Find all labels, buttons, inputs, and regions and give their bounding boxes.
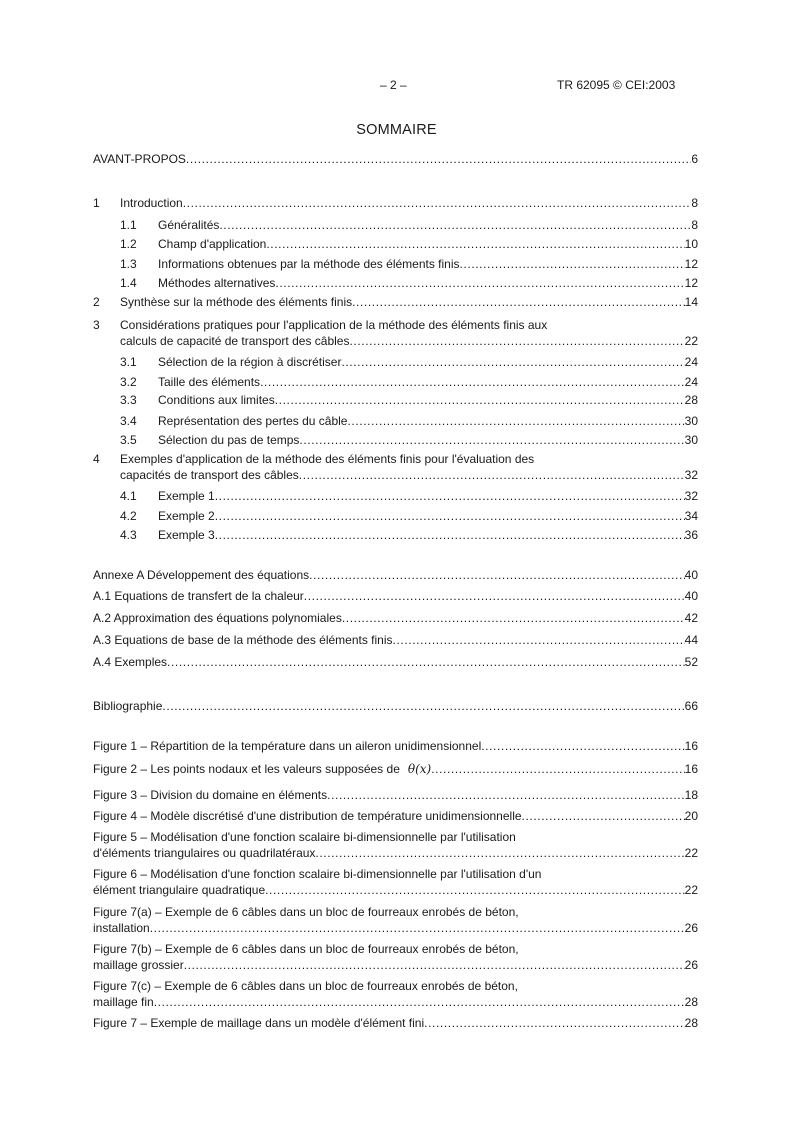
toc-leader (275, 392, 685, 408)
toc-number: 4.3 (120, 528, 137, 542)
theta-of-x-formula: θ(x) (407, 762, 432, 776)
toc-number: 1.3 (120, 257, 137, 271)
figure-entry-7b[interactable] (93, 957, 698, 973)
figure-label: Figure 4 – Modèle discrétisé d'une distribution de température unidimensionnelle (93, 809, 522, 823)
toc-label: Considérations pratiques pour l'application de la méthode des éléments finis aux (120, 318, 548, 332)
toc-label: Exemple 3 (158, 528, 215, 542)
toc-entry-4-3[interactable] (120, 527, 698, 543)
figure-page: 26 (684, 921, 698, 935)
page-number: – 2 – (380, 78, 407, 92)
toc-page: 32 (684, 468, 698, 482)
toc-number: 4.2 (120, 509, 137, 523)
toc-entry-a3[interactable] (93, 632, 698, 648)
toc-label: Exemple 1 (158, 489, 215, 503)
toc-page: 30 (684, 414, 698, 428)
toc-label: AVANT-PROPOS (93, 152, 186, 166)
toc-page: 8 (691, 196, 698, 210)
figure-label-continued: d'éléments triangulaires ou quadrilatéraux (93, 846, 316, 860)
figure-entry-4[interactable] (93, 808, 698, 824)
toc-page: 30 (684, 433, 698, 447)
figure-entry-5[interactable] (93, 845, 698, 861)
toc-number: 3 (93, 318, 100, 332)
toc-leader (260, 374, 685, 390)
toc-number: 4.1 (120, 489, 137, 503)
toc-number: 1.4 (120, 276, 137, 290)
figure-label: Figure 3 – Division du domaine en éléments (93, 788, 328, 802)
toc-entry-1-3[interactable] (120, 256, 698, 272)
toc-leader (393, 632, 685, 648)
toc-leader (327, 787, 685, 803)
figure-label: Figure 5 – Modélisation d'une fonction scalaire bi-dimensionnelle par l'utilisation (93, 830, 516, 844)
toc-label: Taille des éléments (158, 375, 261, 389)
figure-label: Figure 2 – Les points nodaux et les valeurs supposées de (93, 762, 400, 776)
toc-leader (522, 808, 685, 824)
toc-leader (347, 413, 684, 429)
toc-entry-1-1[interactable] (120, 217, 698, 233)
toc-label: Sélection du pas de temps (158, 433, 300, 447)
toc-label: Méthodes alternatives (158, 276, 276, 290)
toc-page: 22 (684, 334, 698, 348)
toc-entry-bibliographie[interactable] (93, 698, 698, 714)
toc-page: 6 (691, 152, 698, 166)
toc-label: Informations obtenues par la méthode des éléments finis (158, 257, 460, 271)
toc-label: Annexe A Développement des équations (93, 568, 310, 582)
toc-leader (215, 488, 685, 504)
toc-leader (342, 610, 685, 626)
toc-page: 42 (684, 611, 698, 625)
toc-leader (275, 275, 684, 291)
toc-entry-4-line1[interactable] (93, 451, 534, 467)
figure-entry-7a[interactable] (93, 920, 698, 936)
toc-leader (341, 354, 684, 370)
toc-entry-3-4[interactable] (120, 413, 698, 429)
toc-page: 14 (684, 295, 698, 309)
toc-entry-4[interactable] (120, 467, 698, 483)
figure-label: Figure 7(b) – Exemple de 6 câbles dans un bloc de fourreaux enrobés de béton, (93, 942, 519, 956)
toc-label: Conditions aux limites (158, 393, 275, 407)
figure-label-continued: maillage grossier (93, 958, 184, 972)
toc-label: A.1 Equations de transfert de la chaleur (93, 589, 304, 603)
figure-label-continued: installation (93, 921, 150, 935)
toc-leader (154, 994, 685, 1010)
toc-label: Représentation des pertes du câble (158, 414, 348, 428)
figure-page: 18 (684, 788, 698, 802)
toc-number: 3.3 (120, 393, 137, 407)
document-reference: TR 62095 © CEI:2003 (557, 78, 676, 92)
toc-number: 3.5 (120, 433, 137, 447)
toc-leader (215, 527, 685, 543)
toc-leader (162, 698, 684, 714)
toc-entry-1-4[interactable] (120, 275, 698, 291)
figure-label: Figure 7 – Exemple de maillage dans un modèle d'élément fini (93, 1016, 425, 1030)
toc-page: 40 (684, 568, 698, 582)
figure-entry-7a-line1[interactable] (93, 904, 519, 920)
toc-number: 1.1 (120, 218, 137, 232)
toc-entry-3-2[interactable] (120, 374, 698, 390)
toc-page: 12 (684, 257, 698, 271)
toc-page: 8 (691, 218, 698, 232)
toc-leader (304, 588, 685, 604)
toc-label: Sélection de la région à discrétiser (158, 355, 342, 369)
figure-entry-1[interactable] (93, 738, 698, 754)
figure-page: 28 (684, 995, 698, 1009)
toc-entry-3-line1[interactable] (93, 317, 547, 333)
toc-label-continued: capacités de transport des câbles (120, 468, 299, 482)
figure-entry-5-line1[interactable] (93, 829, 516, 845)
toc-entry-a4[interactable] (93, 654, 698, 670)
toc-entry-a2[interactable] (93, 610, 698, 626)
toc-entry-annex-a[interactable] (93, 567, 698, 583)
toc-number: 3.2 (120, 375, 137, 389)
toc-page: 36 (684, 528, 698, 542)
toc-label: Introduction (120, 196, 183, 210)
figure-entry-3[interactable] (93, 787, 698, 803)
figure-label: Figure 1 – Répartition de la température dans un aileron unidimensionnel (93, 739, 482, 753)
toc-label: Bibliographie (93, 699, 163, 713)
toc-page: 12 (684, 276, 698, 290)
figure-label: Figure 6 – Modélisation d'une fonction scalaire bi-dimensionnelle par l'utilisation d'un (93, 867, 542, 881)
toc-leader (315, 845, 684, 861)
toc-entry-3-3[interactable] (120, 392, 698, 408)
toc-page: 32 (684, 489, 698, 503)
toc-label: A.4 Exemples (93, 655, 168, 669)
figure-entry-7[interactable] (93, 1015, 698, 1031)
toc-entry-a1[interactable] (93, 588, 698, 604)
figure-entry-6-line1[interactable] (93, 866, 541, 882)
toc-leader (299, 467, 685, 483)
toc-leader (215, 508, 685, 524)
toc-label-continued: calculs de capacité de transport des câbles (120, 334, 350, 348)
page-title: SOMMAIRE (356, 122, 437, 138)
toc-number: 1.2 (120, 237, 137, 251)
toc-page: 28 (684, 393, 698, 407)
toc-page: 24 (684, 375, 698, 389)
toc-leader (266, 236, 684, 252)
toc-leader (299, 432, 684, 448)
toc-number: 4 (93, 452, 100, 466)
figure-page: 26 (684, 958, 698, 972)
toc-leader (150, 920, 685, 936)
toc-entry-1-2[interactable] (120, 236, 698, 252)
toc-page: 24 (684, 355, 698, 369)
figure-entry-2[interactable] (93, 761, 698, 777)
toc-label: Exemples d'application de la méthode des éléments finis pour l'évaluation des (120, 452, 535, 466)
figure-page: 22 (684, 883, 698, 897)
toc-number: 3.4 (120, 414, 137, 428)
toc-entry-2[interactable] (93, 294, 698, 310)
toc-number: 3.1 (120, 355, 137, 369)
toc-entry-3-5[interactable] (120, 432, 698, 448)
toc-label: A.3 Equations de base de la méthode des éléments finis (93, 633, 393, 647)
figure-page: 22 (684, 846, 698, 860)
figure-label: Figure 7(a) – Exemple de 6 câbles dans un bloc de fourreaux enrobés de béton, (93, 905, 519, 919)
figure-entry-7c-line1[interactable] (93, 978, 518, 994)
toc-number: 2 (93, 295, 100, 309)
toc-leader (460, 256, 685, 272)
toc-leader (481, 738, 684, 754)
figure-entry-7b-line1[interactable] (93, 941, 519, 957)
toc-leader (219, 217, 691, 233)
figure-label: Figure 7(c) – Exemple de 6 câbles dans un bloc de fourreaux enrobés de béton, (93, 979, 518, 993)
toc-leader (424, 1015, 684, 1031)
toc-label: Synthèse sur la méthode des éléments finis (120, 295, 353, 309)
toc-leader (265, 882, 685, 898)
toc-entry-3[interactable] (120, 333, 698, 349)
figure-entry-6[interactable] (93, 882, 698, 898)
toc-leader (183, 195, 692, 211)
toc-entry-1[interactable] (93, 195, 698, 211)
toc-page: 10 (684, 237, 698, 251)
figure-page: 20 (684, 809, 698, 823)
toc-leader (349, 333, 684, 349)
toc-leader (309, 567, 684, 583)
toc-label: Exemple 2 (158, 509, 215, 523)
toc-page: 44 (684, 633, 698, 647)
figure-label-continued: élément triangulaire quadratique (93, 883, 266, 897)
toc-entry-4-2[interactable] (120, 508, 698, 524)
toc-label: A.2 Approximation des équations polynomiales (93, 611, 342, 625)
toc-entry-4-1[interactable] (120, 488, 698, 504)
toc-page: 66 (684, 699, 698, 713)
toc-number: 1 (93, 196, 100, 210)
toc-page: 52 (684, 655, 698, 669)
figure-entry-7c[interactable] (93, 994, 698, 1010)
figure-label-continued: maillage fin (93, 995, 154, 1009)
toc-entry-avant-propos[interactable] (93, 151, 698, 167)
figure-page: 28 (684, 1016, 698, 1030)
figure-page: 16 (684, 762, 698, 776)
toc-leader (431, 761, 684, 777)
toc-label: Généralités (158, 218, 220, 232)
toc-label: Champ d'application (158, 237, 267, 251)
toc-entry-3-1[interactable] (120, 354, 698, 370)
figure-page: 16 (684, 739, 698, 753)
toc-page: 40 (684, 589, 698, 603)
toc-leader (167, 654, 685, 670)
toc-leader (186, 151, 691, 167)
toc-page: 34 (684, 509, 698, 523)
toc-leader (352, 294, 685, 310)
toc-leader (184, 957, 685, 973)
